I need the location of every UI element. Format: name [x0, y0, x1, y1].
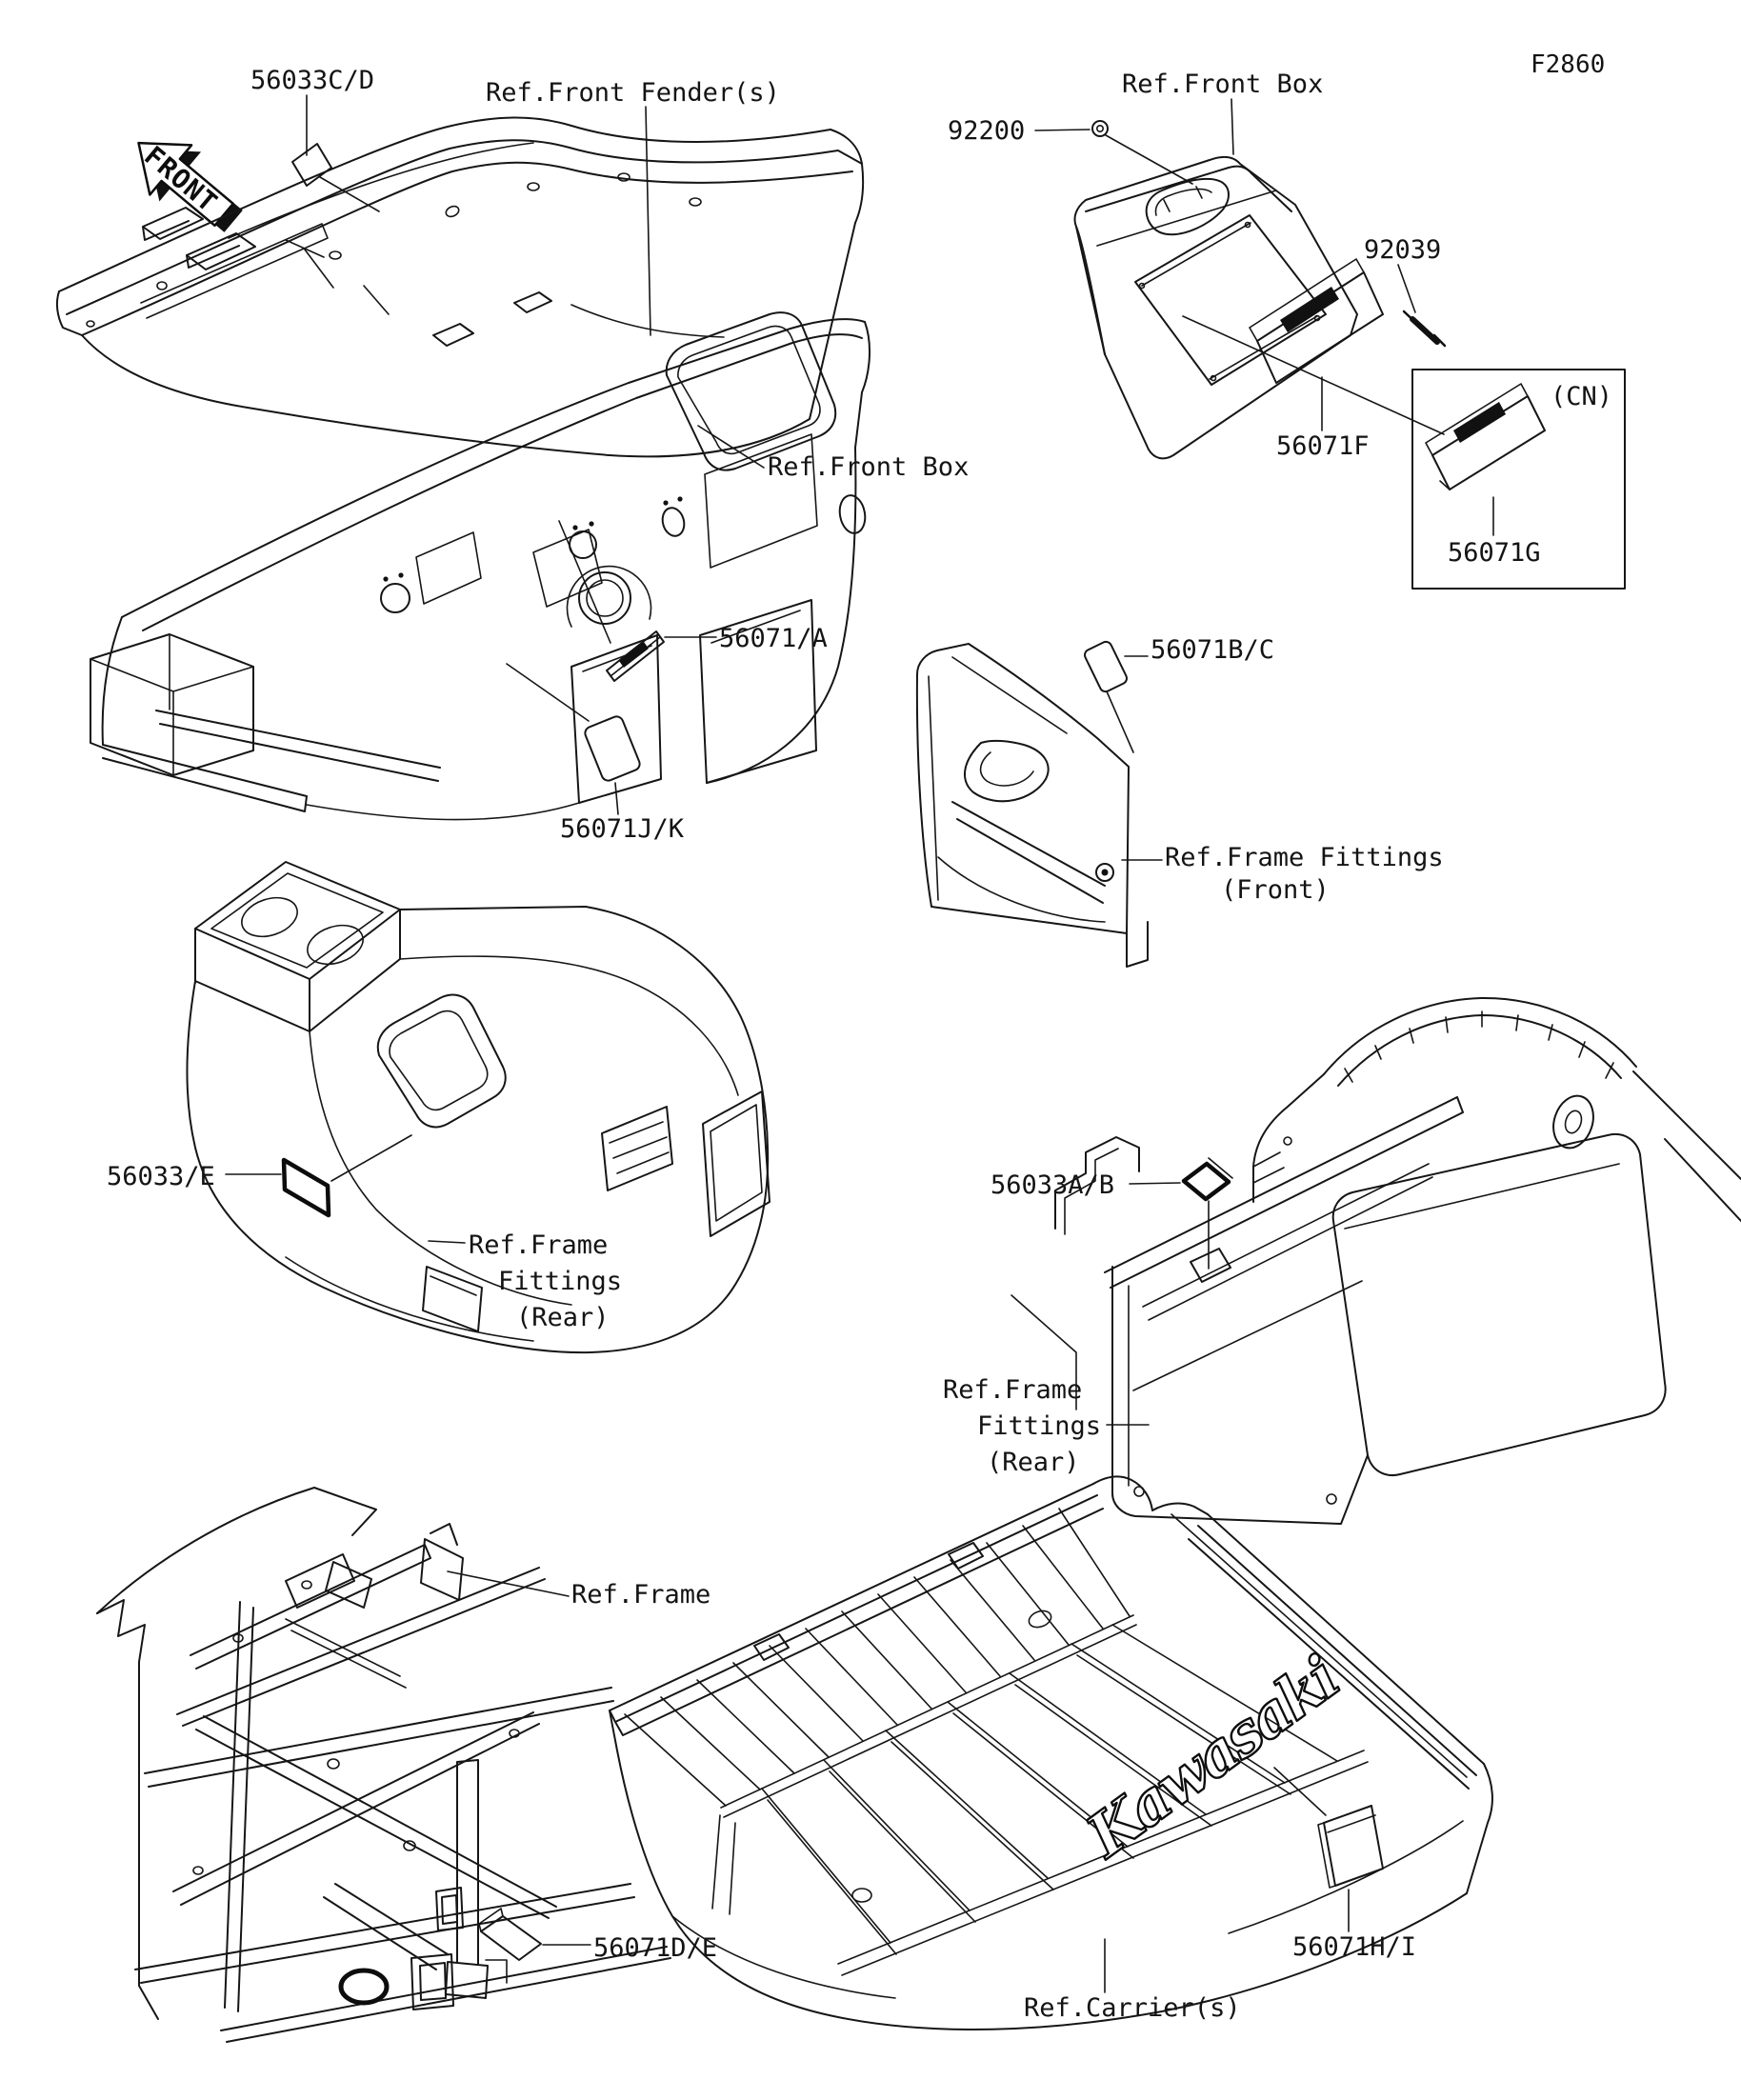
callout-56071DE[interactable]: 56071D/E [593, 1933, 718, 1963]
callout-56071F[interactable]: 56071F [1276, 431, 1370, 461]
callout-56033E[interactable]: 56033/E [107, 1162, 215, 1191]
callout-cn: (CN) [1551, 382, 1613, 411]
dash-callouts [507, 426, 969, 844]
callout-56033CD[interactable]: 56033C/D [250, 66, 375, 95]
callout-56071A[interactable]: 56071/A [719, 624, 828, 653]
decal-56071DE-sticker [479, 1909, 541, 1960]
decal-56071G-sticker [1426, 384, 1545, 490]
frame-fittings-rear-callouts [943, 1158, 1232, 1477]
decal-56071JK-sticker [583, 714, 641, 782]
washer-icon [1092, 121, 1108, 136]
decal-56071A-sticker [607, 631, 664, 681]
callout-56071BC[interactable]: 56071B/C [1151, 635, 1275, 665]
frame-callouts [448, 1571, 717, 1983]
decal-56071HI-sticker [1318, 1806, 1383, 1888]
callout-ref-carrier: Ref.Carrier(s) [1024, 1993, 1241, 2023]
callout-56071G[interactable]: 56071G [1448, 538, 1541, 568]
callout-92039[interactable]: 92039 [1364, 235, 1442, 265]
callout-ref-frame-fittings-rear-left-1: Ref.Frame [469, 1230, 609, 1260]
callout-56033AB[interactable]: 56033A/B [991, 1170, 1115, 1200]
callout-ref-front-box-top: Ref.Front Box [1122, 70, 1324, 99]
frame-fittings-front-callouts [1083, 635, 1444, 905]
callout-ref-front-box-mid: Ref.Front Box [768, 452, 970, 482]
decal-56071BC-sticker [1083, 640, 1129, 693]
console-callouts [107, 1135, 622, 1332]
frame-drawing [97, 1488, 670, 2042]
callout-92200[interactable]: 92200 [948, 116, 1026, 146]
console-drawing [187, 862, 770, 1352]
dash-panel-drawing [90, 292, 870, 820]
decal-56033E-sticker [284, 1160, 329, 1215]
callout-ref-front-fender: Ref.Front Fender(s) [486, 78, 780, 108]
frame-fittings-rear-drawing [1011, 998, 1741, 1524]
callout-ref-frame-fittings-rear-right-2: Fittings [977, 1411, 1102, 1441]
pin-icon [1404, 311, 1445, 346]
callout-ref-frame-fittings-rear-right-1: Ref.Frame [943, 1375, 1083, 1405]
callout-56071JK[interactable]: 56071J/K [560, 814, 685, 844]
carrier-callouts [1024, 1768, 1416, 2023]
callout-ref-frame: Ref.Frame [571, 1580, 711, 1610]
figure-code: F2860 [1531, 50, 1606, 79]
front-arrow-label: FRONT [138, 139, 224, 219]
decal-56033CD-sticker [292, 144, 331, 186]
callout-ref-frame-fittings-front-1: Ref.Frame Fittings [1165, 843, 1444, 872]
frame-fittings-front-drawing [917, 644, 1148, 967]
kawasaki-logo: Kawasaki [1073, 1643, 1351, 1871]
callout-ref-frame-fittings-front-2: (Front) [1221, 875, 1330, 905]
callout-ref-frame-fittings-rear-left-2: Fittings [498, 1267, 623, 1296]
callout-ref-frame-fittings-rear-right-3: (Rear) [987, 1448, 1080, 1477]
callout-ref-frame-fittings-rear-left-3: (Rear) [516, 1303, 610, 1332]
front-box-callouts [948, 70, 1625, 589]
callout-56071HI[interactable]: 56071H/I [1292, 1932, 1417, 1962]
